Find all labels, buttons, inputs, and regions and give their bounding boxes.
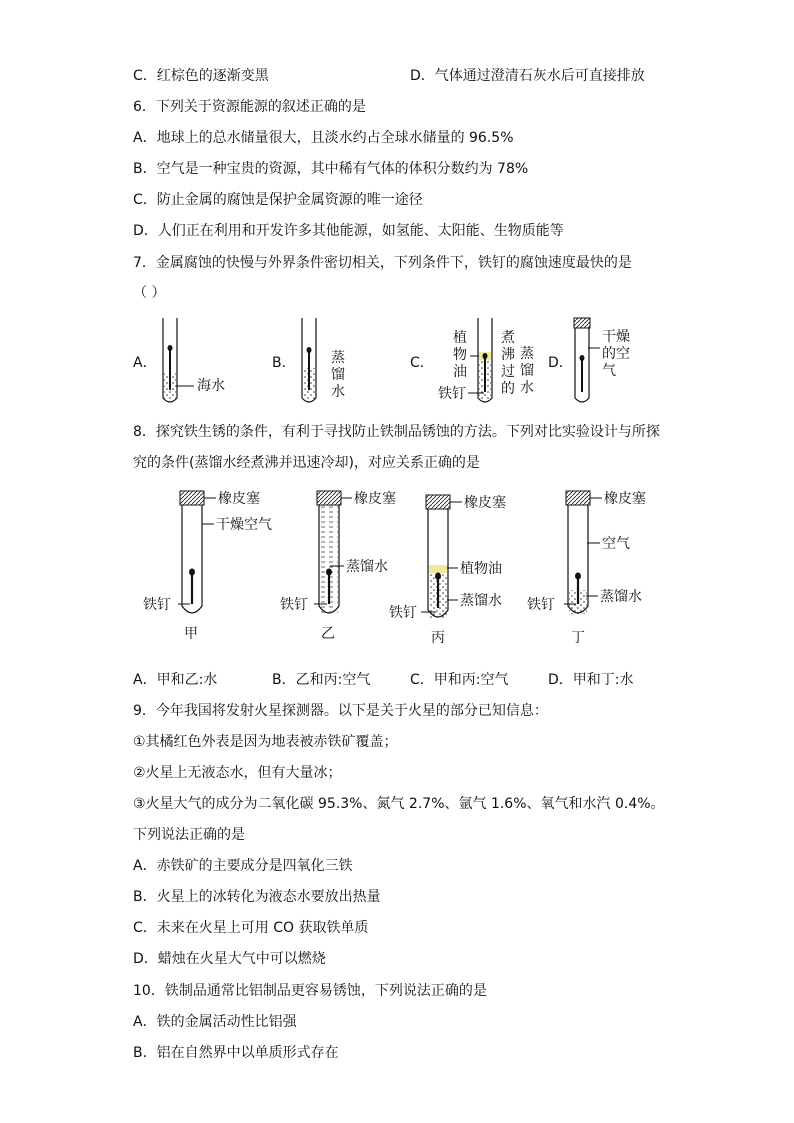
q7-paren: （ ） — [133, 285, 166, 301]
q7-option-b-letter: B． — [272, 355, 296, 371]
q8-ding-water: 蒸馏水 — [600, 589, 642, 605]
q8-bing-nail: 铁钉 — [389, 605, 417, 621]
q8-ding-name: 丁 — [571, 630, 585, 646]
q7-a-seawater-label: 海水 — [197, 378, 225, 394]
q8-yi-nail: 铁钉 — [280, 597, 308, 613]
q8-bing-stopper: 橡皮塞 — [464, 495, 506, 511]
q7-option-c-letter: C． — [410, 355, 434, 371]
q9-option-a: A．赤铁矿的主要成分是四氧化三铁 — [133, 858, 353, 874]
q7-c-oil-label: 植物油 — [453, 330, 467, 380]
q8-tube-bing — [421, 495, 462, 618]
q6-option-b: B．空气是一种宝贵的资源，其中稀有气体的体积分数约为 78% — [133, 161, 529, 177]
q9-ask: 下列说法正确的是 — [133, 827, 245, 843]
q7-stem: 7．金属腐蚀的快慢与外界条件密切相关，下列条件下，铁钉的腐蚀速度最快的是 — [133, 255, 632, 271]
q8-tube-jia — [178, 491, 216, 613]
q7-d-dry-air-label: 干燥的空气 — [602, 329, 630, 379]
q7-c-distilled-label: 蒸馏水 — [520, 346, 534, 396]
q8-option-b: B．乙和丙:空气 — [272, 672, 371, 688]
q8-tube-ding — [564, 491, 602, 614]
q6-stem: 6．下列关于资源能源的叙述正确的是 — [133, 99, 366, 115]
q9-info-1: ①其橘红色外表是因为地表被赤铁矿覆盖； — [133, 734, 398, 750]
q8-bing-water: 蒸馏水 — [460, 593, 502, 609]
q8-option-d: D．甲和丁:水 — [548, 672, 634, 688]
q8-yi-stopper: 橡皮塞 — [354, 491, 396, 507]
q9-info-2: ②火星上无液态水，但有大量冰； — [133, 765, 342, 781]
q8-yi-water: 蒸馏水 — [346, 559, 388, 575]
q8-jia-dry-air: 干燥空气 — [216, 517, 272, 533]
q5-option-c: C．红棕色的逐渐变黑 — [133, 68, 269, 84]
q6-option-d: D．人们正在利用和开发许多其他能源，如氢能、太阳能、生物质能等 — [133, 223, 564, 239]
q8-stem-line1: 8．探究铁生锈的条件，有利于寻找防止铁制品锈蚀的方法。下列对比实验设计与所探 — [133, 424, 660, 440]
q8-jia-name: 甲 — [184, 626, 198, 642]
q9-stem: 9．今年我国将发射火星探测器。以下是关于火星的部分已知信息： — [133, 703, 548, 719]
q9-option-c: C．未来在火星上可用 CO 获取铁单质 — [133, 920, 369, 936]
q8-ding-stopper: 橡皮塞 — [604, 491, 646, 507]
q8-option-c: C．甲和丙:空气 — [410, 672, 509, 688]
q7-b-water-label: 蒸馏水 — [331, 350, 345, 400]
q8-jia-stopper: 橡皮塞 — [218, 491, 260, 507]
q8-yi-name: 乙 — [321, 626, 335, 642]
q8-ding-nail: 铁钉 — [527, 597, 555, 613]
q7-tube-b — [302, 318, 316, 402]
q5-option-d: D．气体通过澄清石灰水后可直接排放 — [410, 68, 645, 84]
q9-info-3: ③火星大气的成分为二氧化碳 95.3%、氮气 2.7%、氩气 1.6%、氧气和水汽 0.4%。 — [133, 796, 665, 812]
q8-jia-nail: 铁钉 — [143, 597, 171, 613]
q7-option-a-letter: A． — [133, 355, 157, 371]
q9-option-d: D．蜡烛在火星大气中可以燃烧 — [133, 951, 326, 967]
q8-tube-yi — [314, 491, 352, 614]
q7-c-nail-label: 铁钉 — [438, 386, 466, 402]
q7-tube-a — [163, 318, 194, 402]
q7-option-d-letter: D． — [548, 355, 573, 371]
q10-stem: 10．铁制品通常比铝制品更容易锈蚀，下列说法正确的是 — [133, 983, 487, 999]
q8-option-a: A．甲和乙:水 — [133, 672, 218, 688]
q8-ding-air: 空气 — [602, 536, 630, 552]
q10-option-b: B．铝在自然界中以单质形式存在 — [133, 1045, 339, 1061]
q6-option-c: C．防止金属的腐蚀是保护金属资源的唯一途径 — [133, 192, 423, 208]
q8-bing-oil: 植物油 — [460, 561, 502, 577]
q8-bing-name: 丙 — [431, 630, 445, 646]
q7-c-boiled-label: 煮沸过的 — [501, 330, 515, 397]
q9-option-b: B．火星上的冰转化为液态水要放出热量 — [133, 889, 381, 905]
q8-stem-line2: 究的条件(蒸馏水经煮沸并迅速冷却)，对应关系正确的是 — [133, 455, 480, 471]
q7-tube-c — [468, 318, 492, 402]
q10-option-a: A．铁的金属活动性比铝强 — [133, 1014, 297, 1030]
q6-option-a: A．地球上的总水储量很大，且淡水约占全球水储量的 96.5% — [133, 130, 514, 146]
q7-tube-d — [574, 318, 600, 402]
